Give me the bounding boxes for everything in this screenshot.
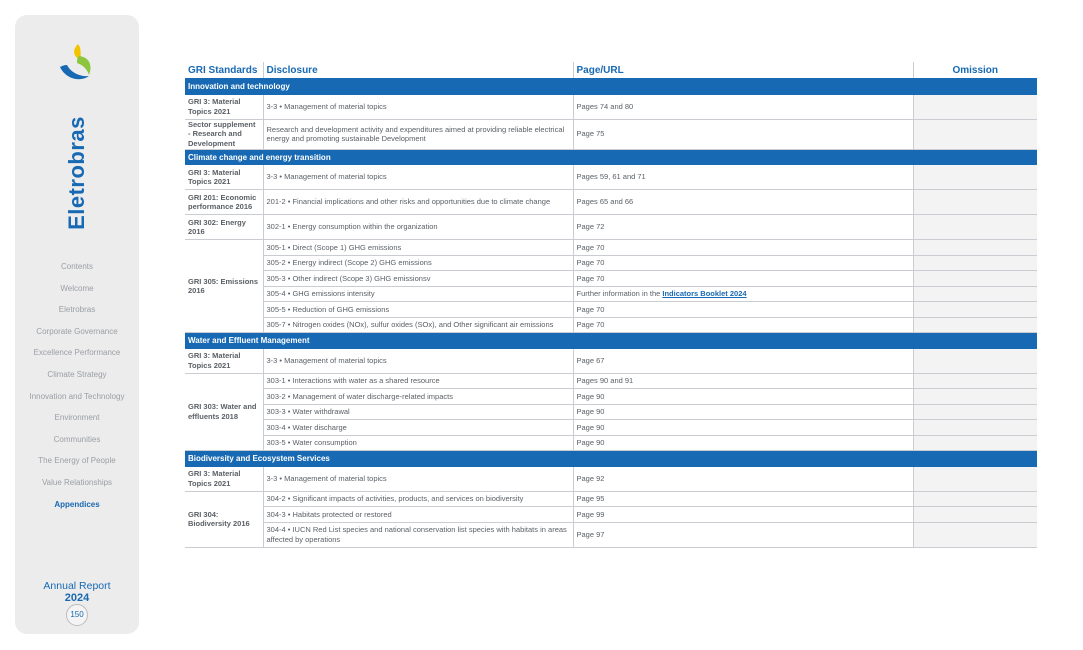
omission-cell <box>913 420 1037 436</box>
report-year: 2024 <box>64 592 90 604</box>
disclosure-cell: 305-7 • Nitrogen oxides (NOx), sulfur oxides (SOx), and Other significant air emissions <box>263 317 573 333</box>
sidebar-item-excellence-performance[interactable]: Excellence Performance <box>33 348 121 358</box>
page-url-cell: Page 90 <box>573 435 913 451</box>
header-disclosure: Disclosure <box>263 62 573 79</box>
table-row <box>185 286 1037 302</box>
section-title: Climate change and energy transition <box>185 149 1037 165</box>
table-row <box>185 507 1037 523</box>
omission-cell <box>913 404 1037 420</box>
disclosure-cell: 305-5 • Reduction of GHG emissions <box>263 302 573 318</box>
section-title: Innovation and technology <box>185 79 1037 95</box>
table-row <box>185 349 1037 374</box>
table-row <box>185 404 1037 420</box>
omission-cell <box>913 467 1037 492</box>
header-gri-standards: GRI Standards <box>185 62 263 79</box>
omission-cell <box>913 302 1037 318</box>
disclosure-cell: 303-4 • Water discharge <box>263 420 573 436</box>
page-url-cell: Page 95 <box>573 491 913 507</box>
sidebar-item-climate-strategy[interactable]: Climate Strategy <box>47 369 107 379</box>
gri-standard-cell: GRI 304: Biodiversity 2016 <box>185 491 263 547</box>
table-row <box>185 271 1037 287</box>
page-url-cell: Page 70 <box>573 317 913 333</box>
omission-cell <box>913 349 1037 374</box>
omission-cell <box>913 317 1037 333</box>
section-header-row <box>185 79 1037 95</box>
gri-standard-cell: GRI 305: Emissions 2016 <box>185 240 263 333</box>
omission-cell <box>913 119 1037 149</box>
disclosure-cell: 304-2 • Significant impacts of activities, products, and services on biodiversity <box>263 491 573 507</box>
gri-standard-cell: GRI 302: Energy 2016 <box>185 215 263 240</box>
page-url-cell: Page 97 <box>573 522 913 547</box>
section-header-row <box>185 149 1037 165</box>
gri-standard-cell: GRI 3: Material Topics 2021 <box>185 467 263 492</box>
table-row <box>185 389 1037 405</box>
gri-standard-cell: GRI 201: Economic performance 2016 <box>185 190 263 215</box>
disclosure-cell: 305-2 • Energy indirect (Scope 2) GHG emissions <box>263 255 573 271</box>
table-header-row <box>185 62 1037 79</box>
section-title: Biodiversity and Ecosystem Services <box>185 451 1037 467</box>
page-url-cell: Pages 74 and 80 <box>573 95 913 120</box>
disclosure-cell: 305-3 • Other indirect (Scope 3) GHG emissionsv <box>263 271 573 287</box>
report-title-label: Annual Report <box>43 580 111 592</box>
omission-cell <box>913 255 1037 271</box>
gri-standard-cell: Sector supplement - Research and Development <box>185 119 263 149</box>
sidebar-item-welcome[interactable]: Welcome <box>60 283 94 293</box>
sidebar-item-value-relationships[interactable]: Value Relationships <box>41 477 113 487</box>
table-row <box>185 522 1037 547</box>
page-url-cell: Page 90 <box>573 404 913 420</box>
table-row <box>185 95 1037 120</box>
page-url-cell: Page 70 <box>573 240 913 256</box>
sidebar-item-eletrobras[interactable]: Eletrobras <box>58 305 96 315</box>
omission-cell <box>913 491 1037 507</box>
brand-wordmark: Eletrobras <box>64 116 89 230</box>
page-url-cell: Pages 90 and 91 <box>573 373 913 389</box>
page-url-cell: Page 70 <box>573 271 913 287</box>
report-title <box>15 580 139 604</box>
disclosure-cell: 3-3 • Management of material topics <box>263 467 573 492</box>
omission-cell <box>913 435 1037 451</box>
sidebar-item-environment[interactable]: Environment <box>54 413 100 423</box>
table-row <box>185 119 1037 149</box>
sidebar-item-innovation-and-technology[interactable]: Innovation and Technology <box>29 391 125 401</box>
gri-standard-cell: GRI 3: Material Topics 2021 <box>185 349 263 374</box>
omission-cell <box>913 522 1037 547</box>
table-row <box>185 317 1037 333</box>
sidebar <box>15 15 139 634</box>
section-header-row <box>185 451 1037 467</box>
header-omission: Omission <box>913 62 1037 79</box>
page-url-cell: Page 70 <box>573 255 913 271</box>
table-row <box>185 165 1037 190</box>
disclosure-cell: 304-3 • Habitats protected or restored <box>263 507 573 523</box>
page-url-prefix: Further information in the <box>576 289 663 298</box>
sidebar-item-communities[interactable]: Communities <box>53 434 101 444</box>
table-row <box>185 435 1037 451</box>
sidebar-item-corporate-governance[interactable]: Corporate Governance <box>36 326 118 336</box>
page-url-cell: Page 90 <box>573 420 913 436</box>
disclosure-cell: 303-3 • Water withdrawal <box>263 404 573 420</box>
page-url-cell: Page 72 <box>573 215 913 240</box>
disclosure-cell: 3-3 • Management of material topics <box>263 349 573 374</box>
disclosure-cell: 304-4 • IUCN Red List species and national conservation list species with habitats in areas affected by operations <box>263 522 573 547</box>
page-url-cell: Page 75 <box>573 119 913 149</box>
disclosure-cell: 303-2 • Management of water discharge-related impacts <box>263 389 573 405</box>
disclosure-cell: 201-2 • Financial implications and other risks and opportunities due to climate change <box>263 190 573 215</box>
omission-cell <box>913 190 1037 215</box>
page-url-cell: Page 92 <box>573 467 913 492</box>
table-row <box>185 302 1037 318</box>
page-url-cell: Pages 59, 61 and 71 <box>573 165 913 190</box>
page-url-cell: Page 90 <box>573 389 913 405</box>
disclosure-cell: Research and development activity and expenditures aimed at providing reliable electrical energy and promoting sustainable Development <box>263 119 573 149</box>
section-header-row <box>185 333 1037 349</box>
table-row <box>185 467 1037 492</box>
omission-cell <box>913 215 1037 240</box>
omission-cell <box>913 240 1037 256</box>
section-title: Water and Effluent Management <box>185 333 1037 349</box>
disclosure-cell: 302-1 • Energy consumption within the organization <box>263 215 573 240</box>
omission-cell <box>913 286 1037 302</box>
table-body <box>185 79 1037 548</box>
disclosure-cell: 305-1 • Direct (Scope 1) GHG emissions <box>263 240 573 256</box>
disclosure-cell: 303-1 • Interactions with water as a shared resource <box>263 373 573 389</box>
omission-cell <box>913 271 1037 287</box>
disclosure-cell: 3-3 • Management of material topics <box>263 165 573 190</box>
sidebar-item-contents[interactable]: Contents <box>60 262 94 271</box>
disclosure-cell: 3-3 • Management of material topics <box>263 95 573 120</box>
page-url-cell: Page 70 <box>573 302 913 318</box>
table-row <box>185 240 1037 256</box>
gri-standard-cell: GRI 3: Material Topics 2021 <box>185 95 263 120</box>
table-row <box>185 190 1037 215</box>
table-row <box>185 373 1037 389</box>
sidebar-item-appendices[interactable]: Appendices <box>54 499 100 509</box>
page-url-cell <box>573 286 913 302</box>
indicators-booklet-link[interactable]: Indicators Booklet 2024 <box>662 289 747 298</box>
header-page-url: Page/URL <box>573 62 913 79</box>
page-number: 150 <box>66 604 88 626</box>
page-url-cell: Page 99 <box>573 507 913 523</box>
omission-cell <box>913 95 1037 120</box>
gri-standard-cell: GRI 3: Material Topics 2021 <box>185 165 263 190</box>
page-url-cell: Page 67 <box>573 349 913 374</box>
table-row <box>185 420 1037 436</box>
sidebar-nav <box>15 256 139 515</box>
table-row <box>185 215 1037 240</box>
table-row <box>185 255 1037 271</box>
omission-cell <box>913 373 1037 389</box>
omission-cell <box>913 165 1037 190</box>
disclosure-cell: 303-5 • Water consumption <box>263 435 573 451</box>
gri-content-index-table <box>185 62 1037 548</box>
table-row <box>185 491 1037 507</box>
eletrobras-logo-icon <box>59 43 95 83</box>
omission-cell <box>913 389 1037 405</box>
omission-cell <box>913 507 1037 523</box>
sidebar-item-the-energy-of-people[interactable]: The Energy of People <box>38 456 116 466</box>
page-url-cell: Pages 65 and 66 <box>573 190 913 215</box>
gri-standard-cell: GRI 303: Water and effluents 2018 <box>185 373 263 451</box>
disclosure-cell: 305-4 • GHG emissions intensity <box>263 286 573 302</box>
